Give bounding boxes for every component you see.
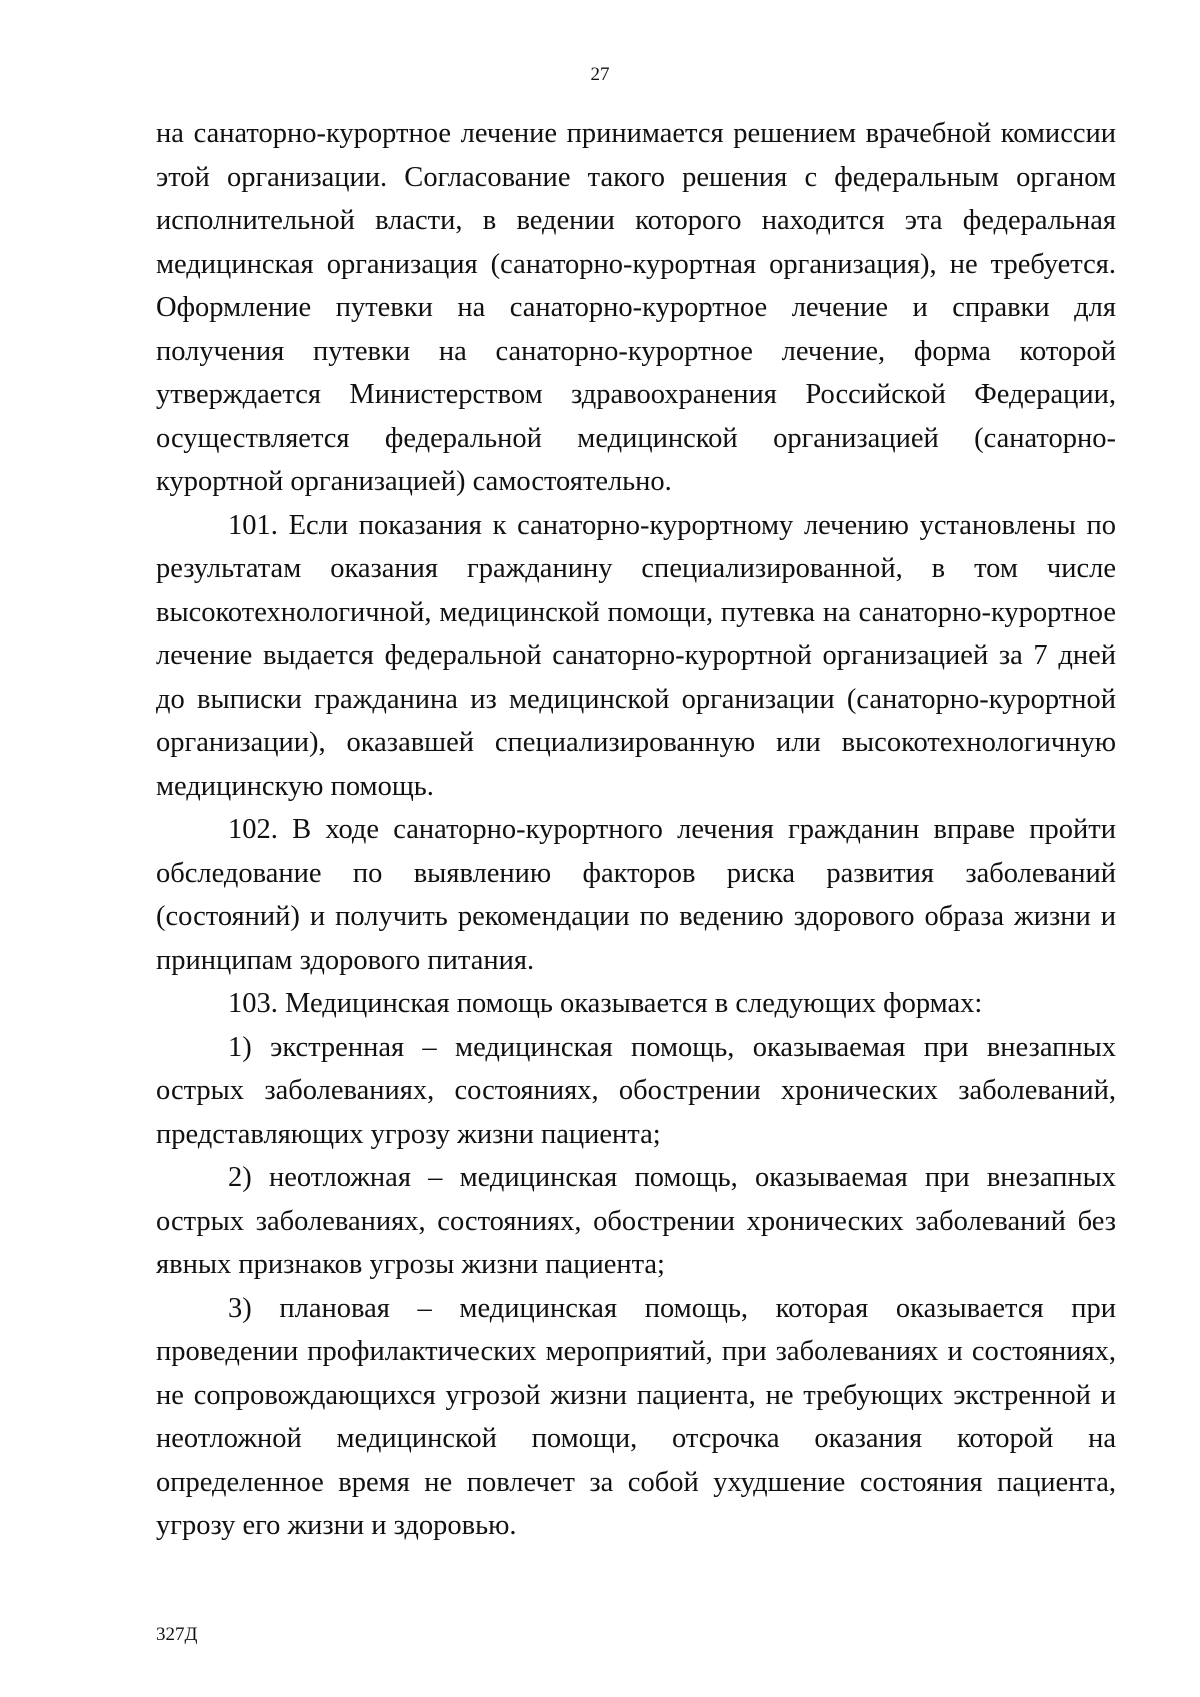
list-item-planned: 3) плановая – медицинская помощь, которая оказывается при проведении профилактических мероприятий, при заболеваниях и состояниях, не сопровождающихся угрозой жизни пациента, не требующих экстренной и неотложной медицинской помощи, отсрочка оказания которой на определенное время не повлечет за собой ухудшение состояния пациента, угрозу его жизни и здоровью.	[156, 1292, 1116, 1541]
paragraph-101: 101. Если показания к санаторно-курортному лечению установлены по результатам оказания гражданину специализированной, в том числе высокотехнологичной, медицинской помощи, путевка на санаторно-курортное лечение выдается федеральной санаторно-курортной организацией за 7 дней до выписки гражданина из медицинской организации (санаторно-курортной организации), оказавшей специализированную или высокотехнологичную медицинскую помощь.	[156, 509, 1116, 802]
paragraph-102: 102. В ходе санаторно-курортного лечения гражданин вправе пройти обследование по выявлению факторов риска развития заболеваний (состояний) и получить рекомендации по ведению здорового образа жизни и принципам здорового питания.	[156, 814, 1116, 976]
document-code: 327Д	[156, 1624, 198, 1645]
document-body	[156, 112, 1116, 1548]
paragraph-103: 103. Медицинская помощь оказывается в следующих формах:	[228, 988, 983, 1019]
paragraph-continuation: на санаторно-курортное лечение принимается решением врачебной комиссии этой организации. Согласование такого решения с федеральным органом исполнительной власти, в ведении которого находится эта федеральная медицинская организация (санаторно-курортная организация), не требуется. Оформление путевки на санаторно-курортное лечение и справки для получения путевки на санаторно-курортное лечение, форма которой утверждается Министерством здравоохранения Российской Федерации, осуществляется федеральной медицинской организацией (санаторно-курортной организацией) самостоятельно.	[156, 118, 1116, 497]
page-number: 27	[590, 64, 610, 85]
list-item-urgent: 2) неотложная – медицинская помощь, оказываемая при внезапных острых заболеваниях, состояниях, обострении хронических заболеваний без явных признаков угрозы жизни пациента;	[156, 1162, 1116, 1280]
list-item-emergency: 1) экстренная – медицинская помощь, оказываемая при внезапных острых заболеваниях, состояниях, обострении хронических заболеваний, представляющих угрозу жизни пациента;	[156, 1031, 1116, 1150]
